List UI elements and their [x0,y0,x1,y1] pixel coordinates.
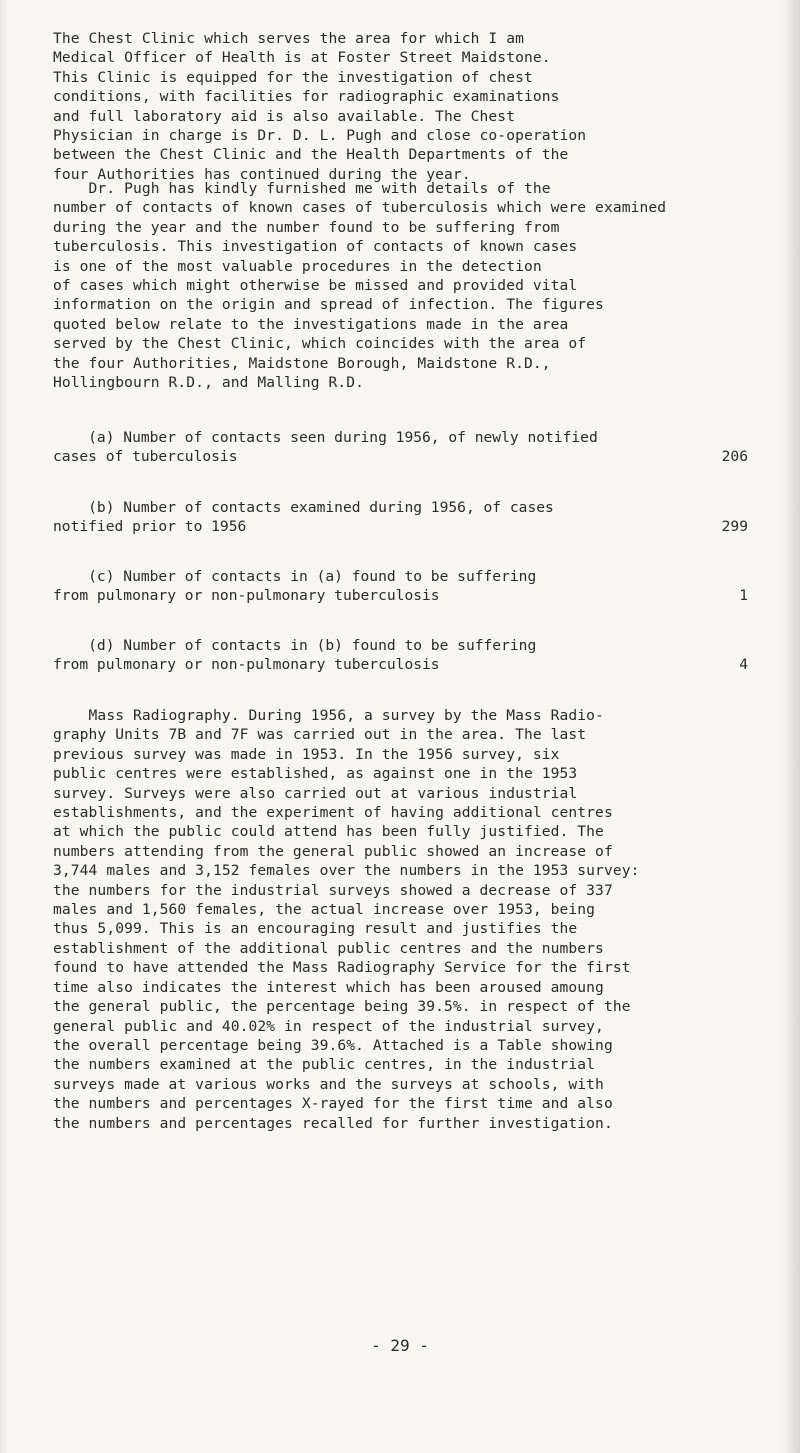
text-line: found to have attended the Mass Radiography Service for the first [53,959,631,977]
text-line: information on the origin and spread of infection. The figures [53,296,604,314]
text-line: males and 1,560 females, the actual increase over 1953, being [53,901,596,919]
item-text-line: (d) Number of contacts in (b) found to be suffering [53,637,537,654]
text-line: Hollingbourn R.D., and Malling R.D. [53,374,365,392]
contacts-item-c [53,567,748,606]
text-line: during the year and the number found to be suffering from [53,218,560,236]
text-line: of cases which might otherwise be missed and provided vital [53,277,578,295]
item-text-line: from pulmonary or non-pulmonary tuberculosis [53,656,440,674]
text-line: establishments, and the experiment of having additional centres [53,804,613,822]
text-line: tuberculosis. This investigation of contacts of known cases [53,238,578,256]
item-text-line: cases of tuberculosis [53,448,238,466]
text-line: the four Authorities, Maidstone Borough, Maidstone R.D., [53,354,551,372]
contacts-item-d [53,636,748,675]
item-text-line: from pulmonary or non-pulmonary tuberculosis [53,587,440,605]
item-text-line: (a) Number of contacts seen during 1956, of newly notified [53,429,598,446]
contacts-item-b [53,498,748,537]
text-line: conditions, with facilities for radiographic examinations [53,88,560,106]
text-line: the numbers and percentages X-rayed for the first time and also [53,1095,613,1113]
text-line: graphy Units 7B and 7F was carried out in the area. The last [53,726,587,744]
item-value: 206 [721,448,748,466]
text-line: the numbers and percentages recalled for further investigation. [53,1114,613,1132]
text-line: the numbers examined at the public centres, in the industrial [53,1056,596,1074]
item-value: 299 [721,518,748,536]
text-line: Medical Officer of Health is at Foster Street Maidstone. [53,49,551,67]
text-line: surveys made at various works and the surveys at schools, with [53,1075,604,1093]
chest-clinic-paragraph [53,29,586,184]
text-line: the overall percentage being 39.6%. Attached is a Table showing [53,1036,613,1054]
text-line: is one of the most valuable procedures in the detection [53,257,542,275]
text-line: thus 5,099. This is an encouraging result and justifies the [53,920,578,938]
text-line: This Clinic is equipped for the investigation of chest [53,68,533,86]
text-line: quoted below relate to the investigations made in the area [53,315,569,333]
text-line: Mass Radiography. During 1956, a survey by the Mass Radio- [53,707,604,724]
item-value: 4 [739,656,748,674]
mass-radiography-paragraph [53,706,640,1133]
contacts-paragraph [53,179,666,392]
text-line: survey. Surveys were also carried out at various industrial [53,784,578,802]
text-line: Dr. Pugh has kindly furnished me with details of the [53,180,551,197]
text-line: general public and 40.02% in respect of the industrial survey, [53,1017,604,1035]
text-line: Physician in charge is Dr. D. L. Pugh and close co-operation [53,127,587,145]
item-text-line: (c) Number of contacts in (a) found to be suffering [53,568,537,585]
text-line: the general public, the percentage being 39.5%. in respect of the [53,998,631,1016]
text-line: numbers attending from the general public showed an increase of [53,842,613,860]
text-line: 3,744 males and 3,152 females over the numbers in the 1953 survey: [53,862,640,880]
text-line: The Chest Clinic which serves the area for which I am [53,30,524,47]
text-line: previous survey was made in 1953. In the 1956 survey, six [53,745,560,763]
text-line: at which the public could attend has been fully justified. The [53,823,604,841]
text-line: served by the Chest Clinic, which coincides with the area of [53,335,587,353]
page-number: - 29 - [371,1336,429,1355]
contacts-item-a [53,428,748,467]
text-line: time also indicates the interest which has been aroused amoung [53,978,604,996]
item-text-line: (b) Number of contacts examined during 1956, of cases [53,499,554,516]
item-value: 1 [739,587,748,605]
text-line: number of contacts of known cases of tuberculosis which were examined [53,199,667,217]
page-right-shadow [782,0,800,1453]
item-text-line: notified prior to 1956 [53,518,247,536]
text-line: public centres were established, as against one in the 1953 [53,765,578,783]
page-left-shadow [0,0,8,1453]
text-line: four Authorities has continued during the year. [53,165,471,183]
text-line: the numbers for the industrial surveys showed a decrease of 337 [53,881,613,899]
text-line: establishment of the additional public centres and the numbers [53,939,604,957]
text-line: and full laboratory aid is also available. The Chest [53,107,516,125]
text-line: between the Chest Clinic and the Health Departments of the [53,146,569,164]
